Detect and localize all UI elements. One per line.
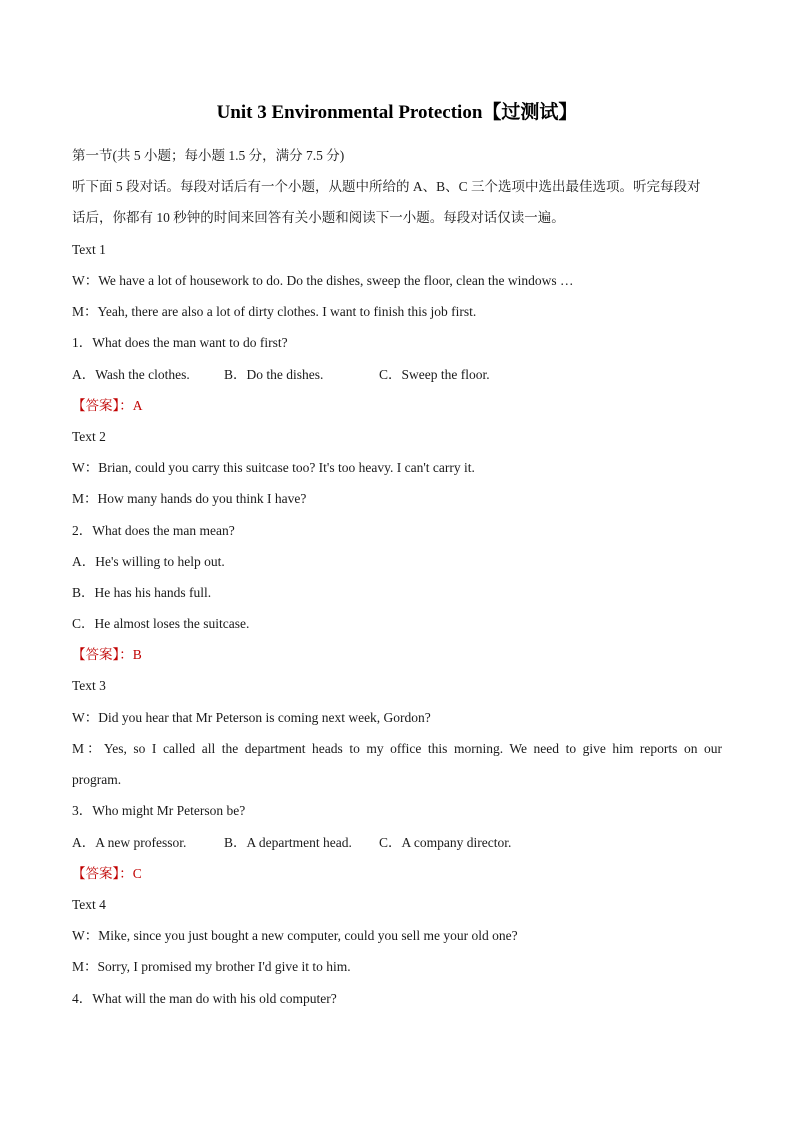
section-header: 第一节(共 5 小题；每小题 1.5 分，满分 7.5 分) [72,148,345,163]
text-label: Text 3 [72,678,106,693]
dialogue-line: W：We have a lot of housework to do. Do the dishes, sweep the floor, clean the windows … [72,273,574,288]
answer-value: A [132,398,143,413]
option-a: A．Wash the clothes. [72,367,190,382]
option-b: B．He has his hands full. [72,585,212,600]
answer-label: 【答案】： [72,647,133,662]
options-row [72,833,511,853]
answer-value: B [132,647,142,662]
text-label: Text 2 [72,429,106,444]
question: 1．What does the man want to do first? [72,335,288,350]
option-b: B．Do the dishes. [224,367,324,382]
options-row [72,365,490,385]
text-label: Text 4 [72,897,106,912]
answer-label: 【答案】： [72,866,133,881]
question: 3．Who might Mr Peterson be? [72,803,246,818]
dialogue-line: M：Yeah, there are also a lot of dirty clothes. I want to finish this job first. [72,304,477,319]
answer-value: C [132,866,142,881]
answer-line [72,645,142,665]
option-a: A．He's willing to help out. [72,554,225,569]
option-a: A．A new professor. [72,835,187,850]
answer-line [72,864,142,884]
text-label: Text 1 [72,242,106,257]
option-c: C．A company director. [379,835,512,850]
page-title: Unit 3 Environmental Protection【过测试】 [216,102,578,123]
dialogue-line: W：Mike, since you just bought a new computer, could you sell me your old one? [72,928,518,943]
instructions-line-2: 话后，你都有 10 秒钟的时间来回答有关小题和阅读下一小题。每段对话仅读一遍。 [72,210,565,225]
answer-label: 【答案】： [72,398,133,413]
dialogue-line: M：How many hands do you think I have? [72,491,307,506]
option-c: C．He almost loses the suitcase. [72,616,250,631]
dialogue-line: M：Sorry, I promised my brother I'd give it to him. [72,959,351,974]
option-b: B．A department head. [224,835,352,850]
instructions-line-1: 听下面 5 段对话。每段对话后有一个小题，从题中所给的 A、B、C 三个选项中选出最佳选项。听完每段对 [72,179,701,194]
question: 2．What does the man mean? [72,523,235,538]
answer-line [72,396,143,416]
dialogue-line: W：Brian, could you carry this suitcase too? It's too heavy. I can't carry it. [72,460,475,475]
dialogue-line: M：Yes, so I called all the department heads to my office this morning. We need to give him reports on our [72,741,722,756]
question: 4．What will the man do with his old computer? [72,991,337,1006]
dialogue-line: W：Did you hear that Mr Peterson is coming next week, Gordon? [72,710,431,725]
dialogue-line: program. [72,772,122,787]
option-c: C．Sweep the floor. [379,367,490,382]
